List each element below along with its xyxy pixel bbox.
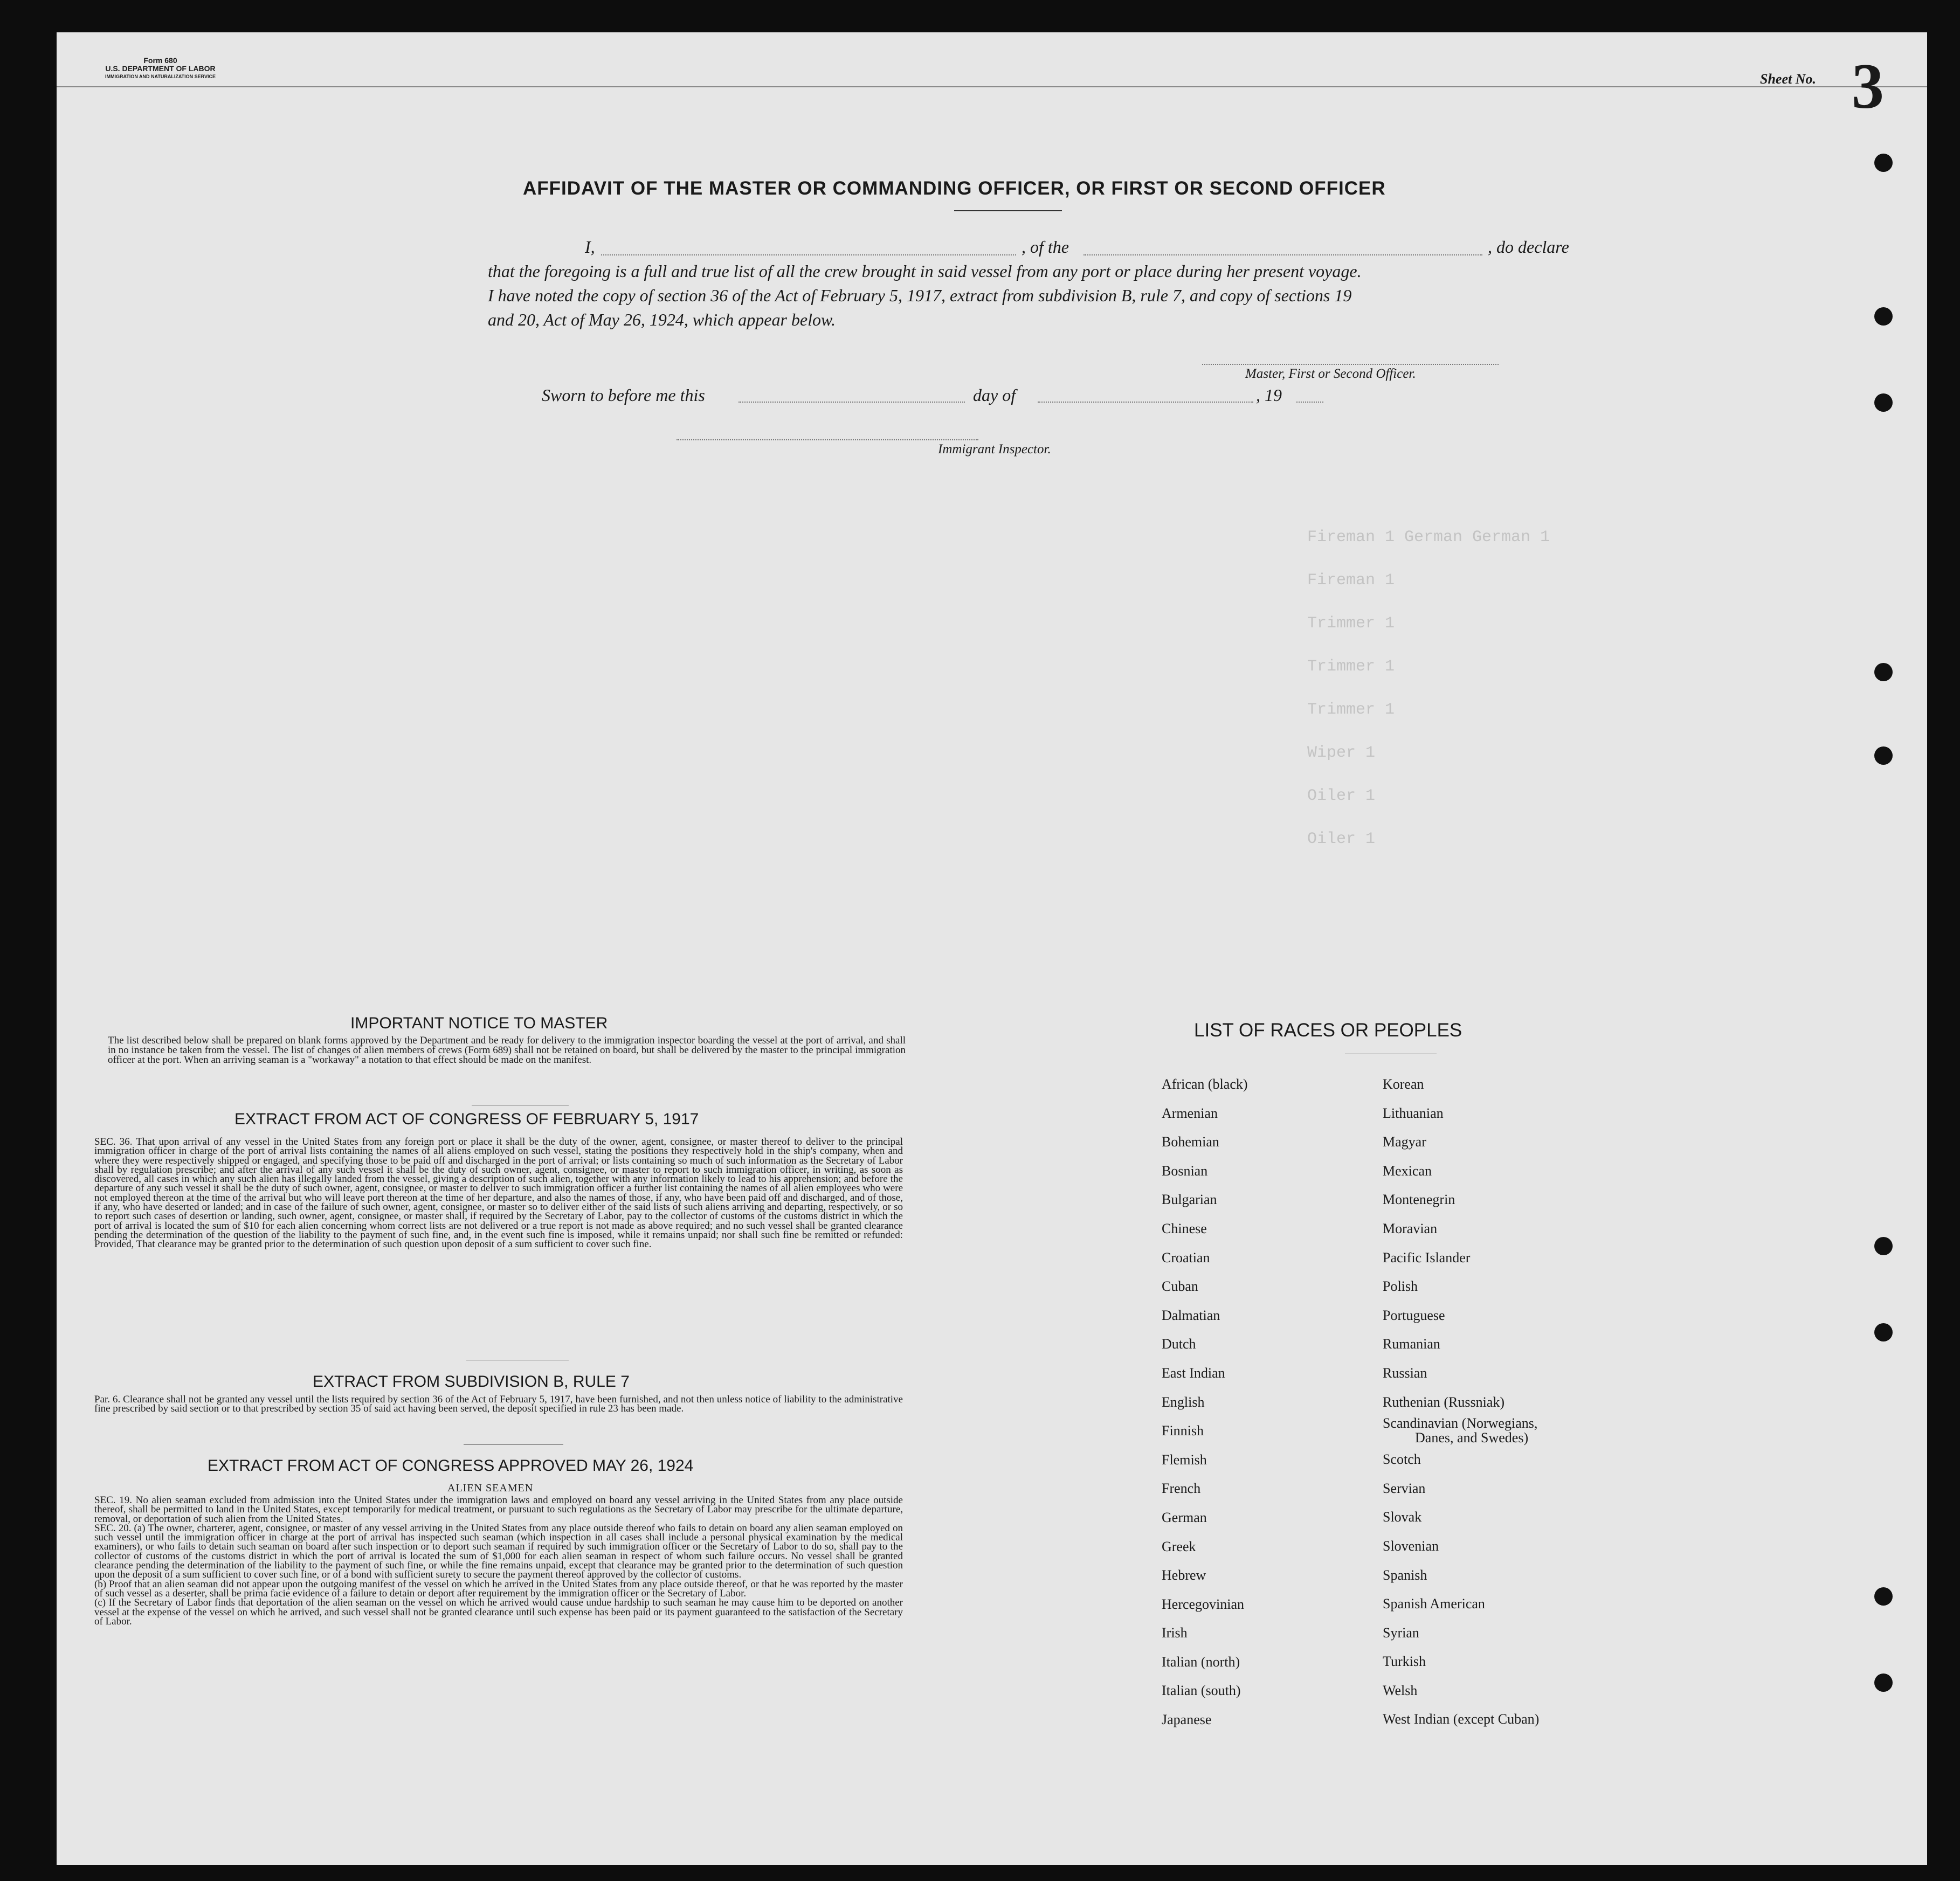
punch-hole: [1874, 154, 1893, 172]
race-item: French: [1162, 1481, 1201, 1497]
race-item: Spanish American: [1383, 1596, 1485, 1612]
extract-rule7-title: EXTRACT FROM SUBDIVISION B, RULE 7: [313, 1373, 630, 1391]
day-of-label: day of: [973, 385, 1016, 405]
race-item: Scandinavian (Norwegians,: [1383, 1415, 1538, 1432]
race-item: Dalmatian: [1162, 1307, 1220, 1323]
extract-rule7-text: Par. 6. Clearance shall not be granted any vessel until the lists required by section 36 of the Act of February 5, 1917, have been furnished, and not then unless notice of liability to the administrative fine prescribed by said section or to that prescribed by section 35 of said act having been served, the deposit specified in rule 23 has been made.: [94, 1394, 903, 1415]
header-divider: [57, 86, 1927, 87]
form-header: [105, 57, 216, 81]
race-item: Japanese: [1162, 1712, 1212, 1728]
notice-text: The list described below shall be prepared on blank forms approved by the Department and be ready for delivery to the immigration inspector boarding the vessel at the port of arrival, and shall in no instance be taken from the vessel. The list of changes of alien members of crews (Form 689) shall not be retained on board, but shall be delivered by the master to the principal immigration officer at the port. When an arriving seaman is a "workaway" a notation to that effect should be made on the manifest.: [108, 1035, 906, 1066]
race-item: Scotch: [1383, 1451, 1421, 1468]
signature-field[interactable]: [1202, 364, 1499, 365]
sheet-number: 3: [1852, 50, 1884, 122]
punch-hole: [1874, 1237, 1893, 1255]
department-name: U.S. DEPARTMENT OF LABOR: [105, 64, 216, 73]
extract-1917-text: SEC. 36. That upon arrival of any vessel in the United States from any foreign port or place it shall be the duty of the owner, agent, consignee, or master thereof to deliver to the principal immigration officer in charge of the port of arrival lists containing the names of all aliens employed on such vessel, stating the positions they respectively hold in the ship's company, when and where they were respectively shipped or engaged, and specifying those to be paid off and discharged in the port of arrival; or lists containing so much of such information as the Secretary of Labor shall by regulation prescribe; and after the arrival of any such vessel it shall be the duty of such owner, agent, consignee, or master to report to such immigration officer, in writing, as soon as discovered, all cases in which any such alien has illegally landed from the vessel, giving a description of such alien, together with any information likely to lead to his apprehension; and before the departure of any such vessel it shall be the duty of such owner, agent, consignee, or master to deliver to such immigration officer a further list containing the names of all alien employees who were not employed thereon at the time of the arrival but who will leave port thereon at the time of her departure, and also the names of those, if any, who have been paid off and discharged, and of those, if any, who have deserted or landed; and in case of the failure of such owner, agent, consignee, or master so to deliver either of the said lists of such aliens arriving and departing, respectively, or so to report such cases of desertion or landing, such owner, agent, consignee, or master shall, if required by the Secretary of Labor, pay to the collector of customs of the customs district in which the port of arrival is located the sum of $10 for each alien concerning whom correct lists are not delivered or a true report is not made as above required; and no such vessel shall be granted clearance pending the determination of the question of the liability to the payment of such fine, and, in the event such fine is imposed, while it remains unpaid; nor shall such fine be remitted or refunded: Provided, That clearance may be granted prior to the determination of such question upon deposit of a sum sufficient to cover such fine.: [94, 1136, 903, 1250]
race-item: Hercegovinian: [1162, 1596, 1245, 1612]
race-item: Bosnian: [1162, 1163, 1208, 1179]
races-left-column: [1162, 1070, 1248, 1734]
race-item: Bohemian: [1162, 1134, 1219, 1150]
sworn-year-label: , 19: [1256, 385, 1282, 405]
races-title: LIST OF RACES OR PEOPLES: [1194, 1020, 1462, 1041]
race-item: West Indian (except Cuban): [1383, 1711, 1540, 1727]
affidavit-line-2: that the foregoing is a full and true list of all the crew brought in said vessel from any port or place during her present voyage.: [488, 261, 1362, 281]
race-item: Hebrew: [1162, 1567, 1206, 1583]
bleed-through-row: Wiper 1: [1307, 744, 1376, 762]
bleed-through-row: Fireman 1: [1307, 571, 1395, 590]
punch-hole: [1874, 746, 1893, 765]
bleed-through-row: Trimmer 1: [1307, 614, 1395, 633]
race-item: Turkish: [1383, 1654, 1426, 1670]
race-item: Servian: [1383, 1480, 1426, 1496]
sworn-line: [542, 385, 1404, 407]
notice-title: IMPORTANT NOTICE TO MASTER: [350, 1014, 608, 1032]
declare-text: , do declare: [1488, 237, 1569, 257]
extract-1924-title: EXTRACT FROM ACT OF CONGRESS APPROVED MAY 26, 1924: [208, 1457, 694, 1475]
race-item: Danes, and Swedes): [1415, 1430, 1529, 1446]
race-item: Magyar: [1383, 1134, 1426, 1150]
bleed-through-row: Oiler 1: [1307, 830, 1376, 848]
divider: [464, 1444, 563, 1445]
affidavit-title: AFFIDAVIT OF THE MASTER OR COMMANDING OFFICER, OR FIRST OR SECOND OFFICER: [523, 178, 1386, 199]
race-item: Russian: [1383, 1365, 1427, 1381]
race-item: Syrian: [1383, 1624, 1419, 1641]
punch-hole: [1874, 1323, 1893, 1341]
race-item: Irish: [1162, 1625, 1188, 1641]
race-item: German: [1162, 1509, 1207, 1525]
inspector-signature-field[interactable]: [677, 439, 978, 440]
race-item: Lithuanian: [1383, 1105, 1444, 1121]
race-item: Cuban: [1162, 1278, 1198, 1295]
race-item: Dutch: [1162, 1336, 1196, 1352]
affidavit-line-4: and 20, Act of May 26, 1924, which appear below.: [488, 310, 836, 329]
service-name: IMMIGRATION AND NATURALIZATION SERVICE: [105, 74, 216, 79]
form-number: Form 680: [143, 56, 177, 65]
race-item: Welsh: [1383, 1682, 1418, 1698]
race-item: English: [1162, 1394, 1205, 1410]
punch-hole: [1874, 393, 1893, 412]
race-item: Korean: [1383, 1076, 1424, 1092]
extract-1917-title: EXTRACT FROM ACT OF CONGRESS OF FEBRUARY 5, 1917: [234, 1110, 699, 1128]
race-item: Polish: [1383, 1278, 1418, 1295]
sheet-label: Sheet No.: [1760, 71, 1816, 87]
race-item: Spanish: [1383, 1567, 1427, 1583]
extract-1924-body: [94, 1496, 903, 1626]
race-item: East Indian: [1162, 1365, 1225, 1381]
bleed-through-row: Trimmer 1: [1307, 658, 1395, 676]
sec-19-text: SEC. 19. No alien seaman excluded from admission into the United States under the immigration laws and employed on board any vessel arriving in the United States from any place outside thereof, shall be permitted to land in the United States, except temporarily for medical treatment, or pursuant to such regulations as the Secretary of Labor may prescribe for the ultimate departure, removal, or deportation of such alien from the United States.: [94, 1495, 903, 1525]
affidavit-line-1: [534, 237, 1585, 259]
race-item: Italian (south): [1162, 1683, 1241, 1699]
bleed-through-row: Oiler 1: [1307, 787, 1376, 805]
punch-hole: [1874, 307, 1893, 326]
race-item: Flemish: [1162, 1451, 1207, 1468]
race-item: Slovenian: [1383, 1538, 1439, 1554]
inspector-label: Immigrant Inspector.: [938, 442, 1051, 457]
declarant-prefix: I,: [585, 237, 595, 257]
race-item: Mexican: [1383, 1163, 1432, 1179]
race-item: Finnish: [1162, 1423, 1204, 1439]
race-item: Bulgarian: [1162, 1192, 1217, 1208]
sworn-year-field[interactable]: [1296, 402, 1323, 403]
race-item: Croatian: [1162, 1249, 1210, 1265]
sworn-prefix: Sworn to before me this: [542, 385, 705, 405]
vessel-prefix: , of the: [1022, 237, 1069, 257]
title-underline: [954, 210, 1062, 211]
race-item: African (black): [1162, 1076, 1248, 1092]
vessel-name-field[interactable]: [1083, 254, 1482, 255]
race-item: Italian (north): [1162, 1654, 1240, 1670]
race-item: Greek: [1162, 1538, 1196, 1554]
punch-hole: [1874, 1587, 1893, 1606]
race-item: Slovak: [1383, 1509, 1422, 1525]
race-item: Chinese: [1162, 1220, 1207, 1236]
document-page: [57, 32, 1927, 1865]
punch-hole: [1874, 1673, 1893, 1692]
affidavit-line-3: I have noted the copy of section 36 of the Act of February 5, 1917, extract from subdivision B, rule 7, and copy of sections 19: [488, 286, 1352, 305]
sec-20a-text: SEC. 20. (a) The owner, charterer, agent, consignee, or master of any vessel arriving in the United States from any place outside thereof who fails to detain on board any alien seaman employed on such vessel until the immigration officer in charge at the port of arrival has inspected such seaman (which inspection in all cases shall include a personal physical examination by the medical examiners), or who fails to detain such seaman on board after such inspection or to deport such seaman if required by such immigration officer or the Secretary of Labor to do so, shall pay to the collector of customs of the customs district in which the port of arrival is located the sum of $1,000 for each alien seaman in respect of whom such failure occurs. No vessel shall be granted clearance pending the determination of the liability to the payment of such fine, or while the fine remains unpaid, except that clearance may be granted prior to the determination of such question upon the deposit of a sum sufficient to cover such fine, or of a bond with sufficient surety to secure the payment thereof approved by the collector of customs.: [94, 1522, 903, 1581]
declarant-name-field[interactable]: [601, 254, 1016, 255]
sworn-day-field[interactable]: [739, 402, 965, 403]
race-item: Pacific Islander: [1383, 1249, 1471, 1265]
sec-20c-text: (c) If the Secretary of Labor finds that deportation of the alien seaman on the vessel on which he arrived would cause undue hardship to such seaman he may cause him to be deported on another vessel at the expense of the vessel on which he arrived, and such vessel shall not be granted clearance until such expense has been paid or its payment guaranteed to the satisfaction of the Secretary of Labor.: [94, 1597, 903, 1627]
race-item: Ruthenian (Russniak): [1383, 1394, 1505, 1410]
bleed-through-row: Fireman 1 German German 1: [1307, 528, 1550, 547]
punch-hole: [1874, 663, 1893, 681]
races-right-column: [1383, 1070, 1539, 1734]
bleed-through-row: Trimmer 1: [1307, 701, 1395, 719]
race-item: Rumanian: [1383, 1336, 1440, 1352]
sworn-month-field[interactable]: [1038, 402, 1253, 403]
race-item: Moravian: [1383, 1220, 1438, 1236]
signature-label: Master, First or Second Officer.: [1245, 366, 1416, 381]
extract-1924-subtitle: ALIEN SEAMEN: [447, 1482, 534, 1494]
race-item: Montenegrin: [1383, 1192, 1455, 1208]
race-item: Armenian: [1162, 1105, 1218, 1121]
sec-20b-text: (b) Proof that an alien seaman did not appear upon the outgoing manifest of the vessel on which he arrived in the United States from any place outside thereof, or that he was reported by the master of such vessel as a deserter, shall be prima facie evidence of a failure to detain or deport after requirement by the immigration officer or the Secretary of Labor.: [94, 1578, 903, 1599]
race-item: Portuguese: [1383, 1307, 1445, 1323]
